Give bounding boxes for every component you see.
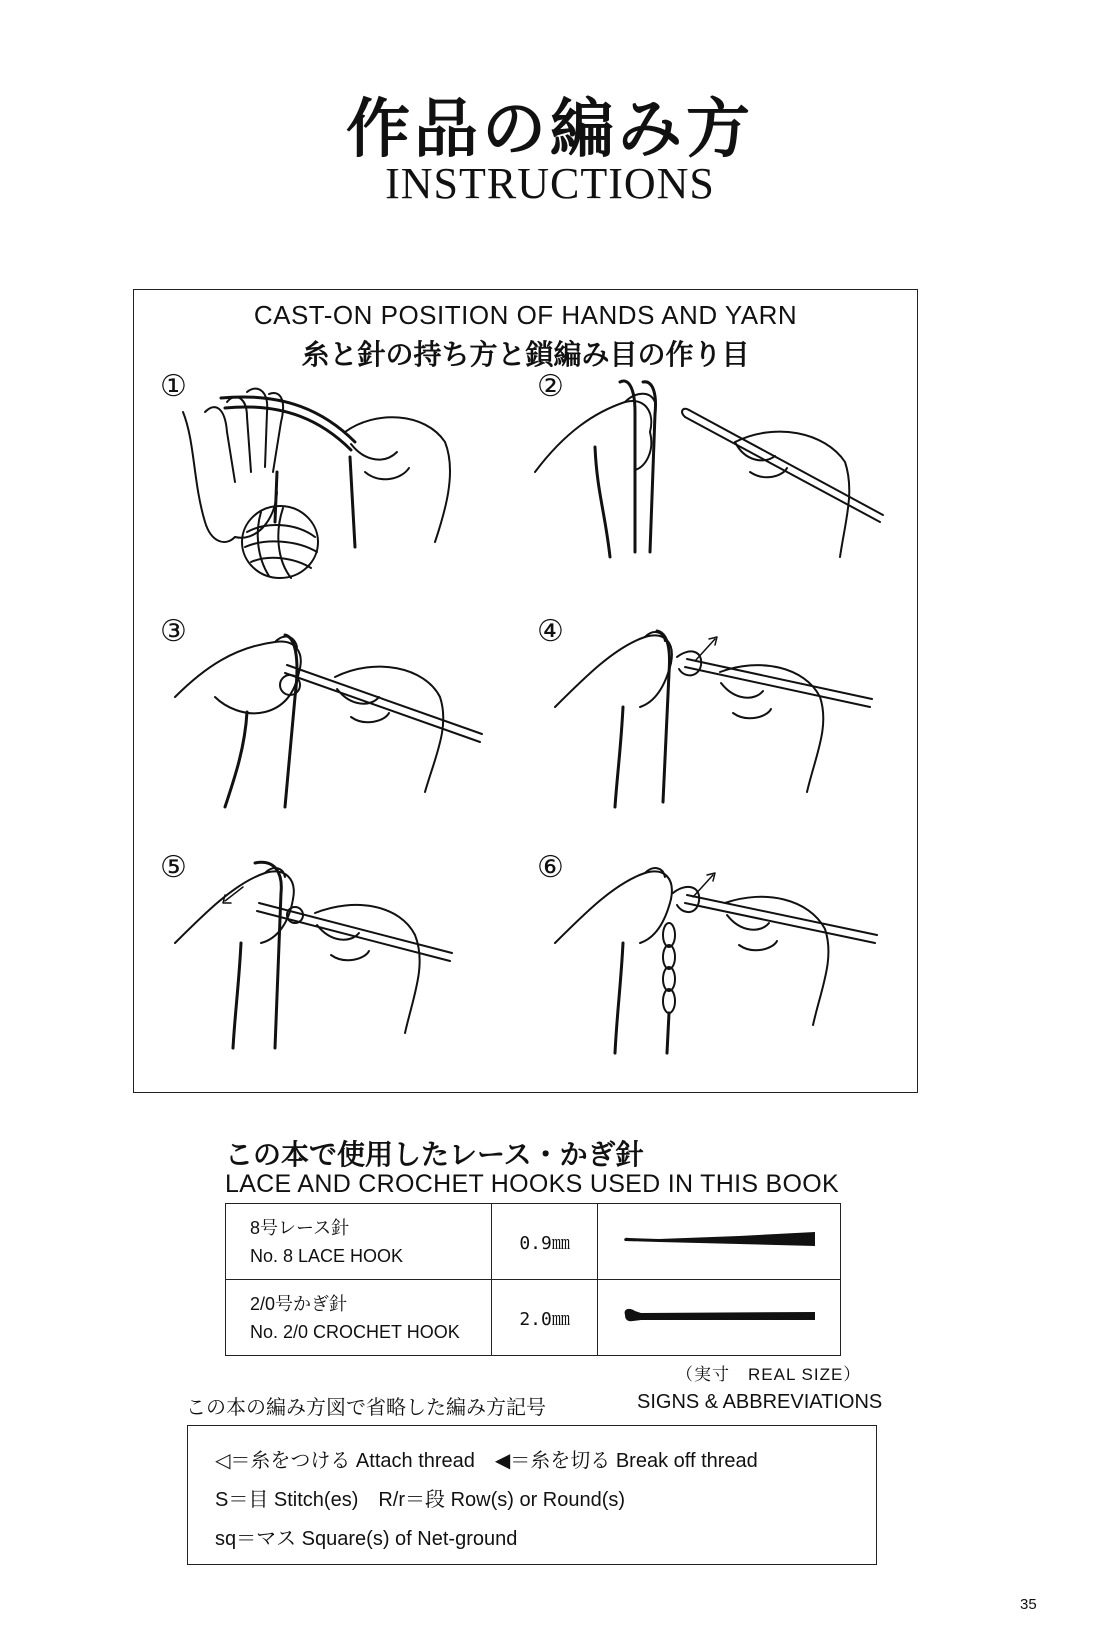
page-title-jp: 作品の編み方 [346,92,754,167]
hands-hook-illustration-4 [545,617,880,817]
hands-hook-illustration-2 [525,369,890,602]
hands-hook-illustration-5 [165,853,485,1058]
hook-size-cell: 2.0㎜ [492,1280,598,1356]
step-number-6: ⑥ [537,850,564,885]
hook-image-cell [598,1280,841,1356]
hook-size-cell: 0.9㎜ [492,1204,598,1280]
hook-name-cell [226,1204,492,1280]
abbreviations-title-en: SIGNS & ABBREVIATIONS [637,1391,883,1413]
step-number-4: ④ [537,614,564,649]
step-number-3: ③ [160,614,187,649]
table-row [226,1280,841,1356]
cast-on-title-jp: 糸と針の持ち方と鎖編み目の作り目 [301,338,750,371]
step-number-1: ① [160,369,187,404]
hands-hook-illustration-3 [165,617,485,817]
hook-image-cell [598,1204,841,1280]
hands-hook-chain-illustration-6 [545,853,885,1063]
hook-name-jp: 2/0号かぎ針 [250,1293,348,1314]
crochet-hook-real-size-image [619,1303,819,1327]
hooks-title-jp: この本で使用したレース・かぎ針 [225,1138,644,1171]
step-number-5: ⑤ [160,850,187,885]
abbreviations-title-jp: この本の編み方図で省略した編み方記号 [186,1397,546,1419]
real-size-note: （実寸 REAL SIZE） [676,1365,862,1384]
page-number: 35 [1020,1596,1037,1613]
lace-hook-real-size-image [619,1227,819,1251]
table-row [226,1204,841,1280]
abbreviation-line: S＝目 Stitch(es) R/r＝段 Row(s) or Round(s) [215,1489,626,1511]
hook-name-jp: 8号レース針 [250,1217,350,1238]
hook-name-en: No. 8 LACE HOOK [250,1245,404,1266]
hook-name-cell [226,1280,492,1356]
cast-on-title-en: CAST-ON POSITION OF HANDS AND YARN [253,300,798,330]
step-number-2: ② [537,369,564,404]
hook-name-en: No. 2/0 CROCHET HOOK [250,1321,460,1342]
abbreviation-line: ◁＝糸をつける Attach thread ◀＝糸を切る Break off thread [215,1450,758,1472]
abbreviation-line: sq＝マス Square(s) of Net-ground [215,1528,518,1550]
hands-yarn-ball-illustration [165,372,465,602]
hooks-title-en: LACE AND CROCHET HOOKS USED IN THIS BOOK [225,1170,839,1198]
hooks-table [225,1203,841,1356]
page-title-en: INSTRUCTIONS [385,159,715,208]
